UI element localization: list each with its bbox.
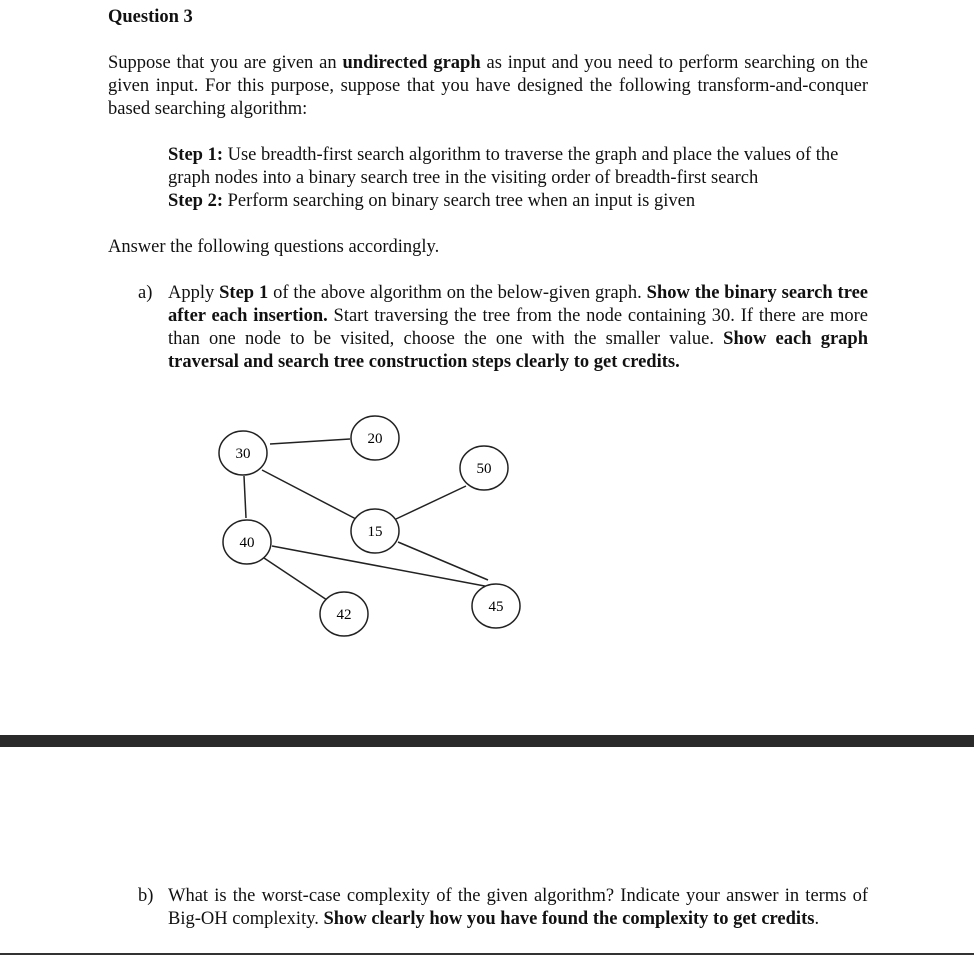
node-label: 30 xyxy=(235,446,251,462)
part-b-b1: Show clearly how you have found the complexity to get credits xyxy=(323,909,815,929)
steps-block xyxy=(168,144,868,213)
step-1 xyxy=(168,144,868,190)
edge-30-20 xyxy=(270,439,350,444)
step-1-label: Step 1: xyxy=(168,145,223,165)
graph-node xyxy=(219,431,267,475)
node-label: 20 xyxy=(367,431,383,447)
graph-diagram xyxy=(0,400,974,650)
edge-15-50 xyxy=(396,486,466,519)
question-title: Question 3 xyxy=(108,7,193,27)
graph-node xyxy=(223,520,271,564)
intro-bold: undirected graph xyxy=(342,53,481,73)
node-label: 15 xyxy=(367,524,383,540)
part-a-b2: Show the binary search tree after each insertion. xyxy=(168,283,869,326)
edge-15-45 xyxy=(398,542,488,580)
part-b-label: b) xyxy=(138,886,154,906)
graph-node xyxy=(351,416,399,460)
step-2-label: Step 2: xyxy=(168,191,223,211)
part-a-b1: Step 1 xyxy=(219,283,269,303)
part-a-t3: Start traversing the tree from the node containing 30. If there are more than one node to be visited, choose the one with the smaller value. xyxy=(168,306,868,349)
part-a xyxy=(138,282,868,374)
part-a-label: a) xyxy=(138,283,153,303)
node-label: 50 xyxy=(476,461,492,477)
node-label: 42 xyxy=(336,607,352,623)
part-a-b3: Show each graph traversal and search tree construction steps clearly to get credits. xyxy=(168,329,868,372)
graph-node xyxy=(472,584,520,628)
step-1-text: Use breadth-first search algorithm to traverse the graph and place the values of the graph nodes into a binary search tree in the visiting order of breadth-first search xyxy=(168,145,839,188)
node-label: 40 xyxy=(239,535,255,551)
part-b xyxy=(138,885,868,931)
step-2-text: Perform searching on binary search tree when an input is given xyxy=(223,191,696,211)
part-b-t2: . xyxy=(814,909,820,929)
edge-40-42 xyxy=(264,558,330,602)
edge-30-40 xyxy=(244,476,246,518)
part-b-text xyxy=(168,885,868,931)
bottom-border xyxy=(0,953,974,955)
intro-text-2: as input and you need to perform searching on the given input. For this purpose, suppose that you have designed the following transform-and-conquer based searching algorithm: xyxy=(108,53,868,119)
part-b-t1: What is the worst-case complexity of the given algorithm? Indicate your answer in terms of Big-OH complexity. xyxy=(168,886,868,929)
part-a-t1: Apply xyxy=(168,283,220,303)
edge-30-15 xyxy=(262,470,356,519)
intro-text-1: Suppose that you are given an xyxy=(108,53,343,73)
part-a-text xyxy=(168,282,868,374)
answer-prompt: Answer the following questions accordingly. xyxy=(108,237,440,257)
step-2 xyxy=(168,190,868,213)
node-label: 45 xyxy=(488,599,504,615)
intro-paragraph xyxy=(108,52,868,121)
graph-node xyxy=(320,592,368,636)
graph-node xyxy=(460,446,508,490)
page-divider xyxy=(0,735,974,747)
part-a-t2: of the above algorithm on the below-given graph. xyxy=(268,283,647,303)
graph-node xyxy=(351,509,399,553)
